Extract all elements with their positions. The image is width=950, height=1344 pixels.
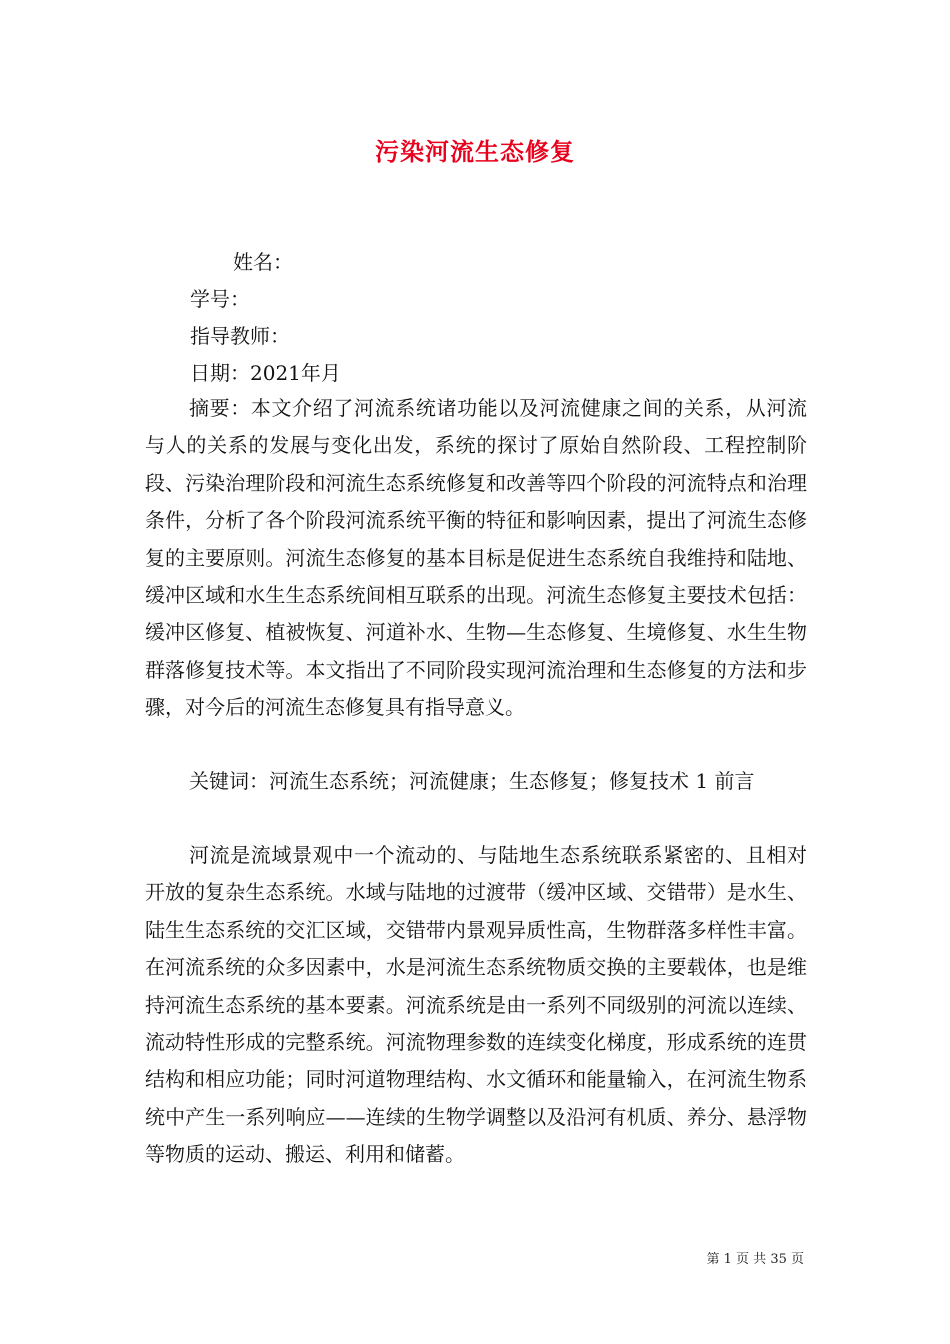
abstract-paragraph: 摘要：本文介绍了河流系统诸功能以及河流健康之间的关系，从河流与人的关系的发展与变化出发，系统的探讨了原始自然阶段、工程控制阶段、污染治理阶段和河流生态系统修复和改善等四个阶段的河流特点和治理条件，分析了各个阶段河流系统平衡的特征和影响因素，提出了河流生态修复的主要原则。河流生态修复的基本目标是促进生态系统自我维持和陆地、缓冲区域和水生生态系统间相互联系的出现。河流生态修复主要技术包括：缓冲区修复、植被恢复、河道补水、生物—生态修复、生境修复、水生生物群落修复技术等。本文指出了不同阶段实现河流治理和生态修复的方法和步骤，对今后的河流生态修复具有指导意义。 — [145, 396, 807, 720]
keywords-paragraph: 关键词：河流生态系统；河流健康；生态修复；修复技术 1 前言 — [189, 769, 755, 793]
document-title: 污染河流生态修复 — [375, 137, 575, 166]
abstract-block — [145, 390, 807, 727]
date-label: 日期：2021年月 — [190, 361, 341, 385]
name-label: 姓名： — [233, 250, 293, 274]
intro-paragraph: 河流是流域景观中一个流动的、与陆地生态系统联系紧密的、且相对开放的复杂生态系统。水域与陆地的过渡带（缓冲区域、交错带）是水生、陆生生态系统的交汇区域，交错带内景观异质性高，生物群落多样性丰富。在河流系统的众多因素中，水是河流生态系统物质交换的主要载体，也是维持河流生态系统的基本要素。河流系统是由一系列不同级别的河流以连续、流动特性形成的完整系统。河流物理参数的连续变化梯度，形成系统的连贯结构和相应功能；同时河道物理结构、水文循环和能量输入，在河流生物系统中产生一系列响应——连续的生物学调整以及沿河有机质、养分、悬浮物等物质的运动、搬运、利用和储蓄。 — [145, 843, 807, 1167]
page-indicator: 第 1 页 共 35 页 — [706, 1252, 804, 1267]
advisor-label: 指导教师： — [190, 324, 290, 348]
student-id-label: 学号： — [190, 287, 250, 311]
intro-block — [145, 837, 807, 1174]
keywords-block — [145, 763, 807, 800]
